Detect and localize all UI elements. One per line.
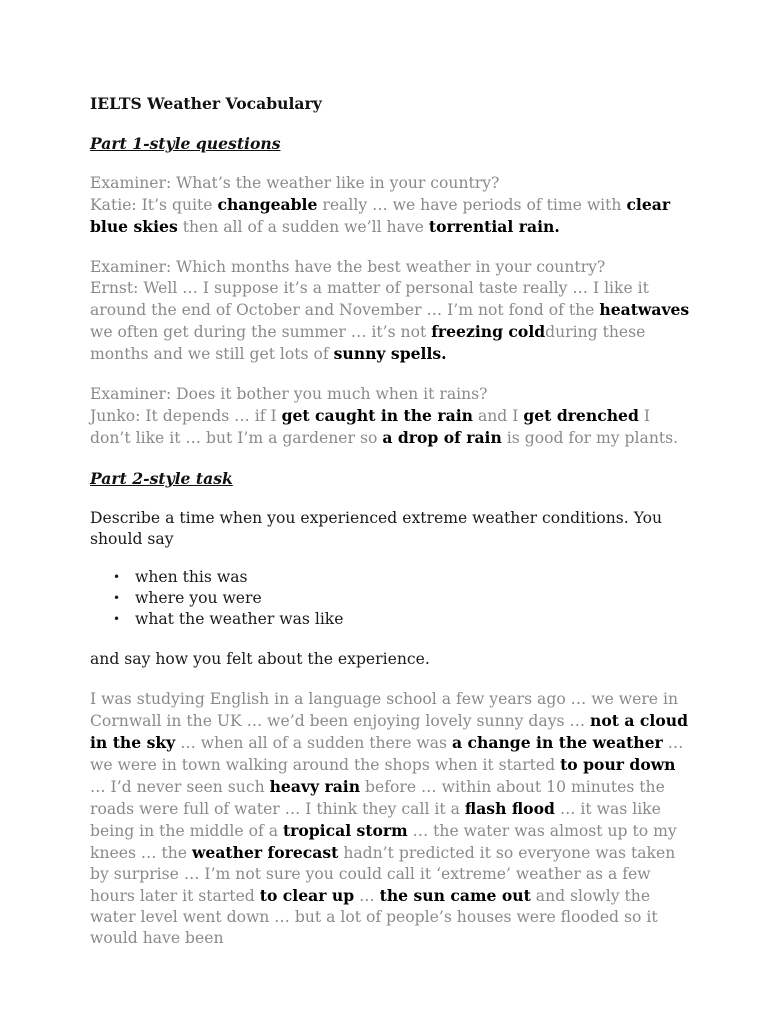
q3-text-3: I don’t like it … but I’m a gardener so bbox=[90, 407, 650, 447]
q1-vocab-2: clear blue skies bbox=[90, 195, 671, 236]
answer-text: … when all of a sudden there was bbox=[175, 734, 452, 752]
answer-vocab: the sun came out bbox=[379, 886, 531, 905]
part1-heading: Part 1-style questions bbox=[90, 134, 281, 153]
answer-text: I was studying English in a language school a few years ago … we were in Cornwall in the UK … we’d been enjoying lovely sunny days … bbox=[90, 690, 678, 730]
answer-text: … it was like being in the middle of a bbox=[90, 800, 661, 840]
answer-vocab: to clear up bbox=[259, 886, 355, 905]
q2-vocab-1: heatwaves bbox=[599, 300, 690, 319]
q1-vocab-3: torrential rain. bbox=[428, 217, 560, 236]
q1-answer bbox=[90, 194, 690, 238]
q3-vocab-1: get caught in the rain bbox=[281, 406, 473, 425]
q2-text-1: Ernst: Well … I suppose it’s a matter of personal taste really … I like it around the end of October and November … I’m not fond of the bbox=[90, 279, 649, 319]
q1-vocab-1: changeable bbox=[217, 195, 318, 214]
q3-answer bbox=[90, 405, 690, 449]
q3-vocab-3: a drop of rain bbox=[382, 428, 502, 447]
answer-vocab: weather forecast bbox=[191, 843, 339, 862]
q1-text-1: Katie: It’s quite bbox=[90, 196, 218, 214]
part2-heading: Part 2-style task bbox=[90, 469, 233, 488]
q3-vocab-2: get drenched bbox=[523, 406, 639, 425]
q2-vocab-3: sunny spells. bbox=[333, 344, 447, 363]
q2-text-2: we often get during the summer … it’s not bbox=[90, 323, 432, 341]
q2-text-3: during these months and we still get lots of bbox=[90, 323, 646, 363]
task-bullet-item: • what the weather was like bbox=[135, 609, 690, 630]
task-bullet-list bbox=[90, 567, 690, 630]
q2-examiner: Examiner: Which months have the best weather in your country? bbox=[90, 258, 606, 276]
answer-text: … I’d never seen such bbox=[90, 778, 270, 796]
answer-vocab: not a cloud in the sky bbox=[90, 711, 688, 752]
q2-vocab-2: freezing cold bbox=[431, 322, 546, 341]
q3-examiner: Examiner: Does it bother you much when it rains? bbox=[90, 385, 488, 403]
answer-text: and slowly the water level went down … but a lot of people’s houses were flooded so it would have been bbox=[90, 887, 658, 947]
answer-text: … the water was almost up to my knees … the bbox=[90, 822, 677, 862]
q3-text-4: is good for my plants. bbox=[501, 429, 679, 447]
task-bullet-item: • where you were bbox=[135, 588, 690, 609]
task-prompt: Describe a time when you experienced extreme weather conditions. You should say bbox=[90, 509, 663, 548]
model-answer bbox=[90, 689, 690, 949]
answer-vocab: tropical storm bbox=[282, 821, 408, 840]
task-closing: and say how you felt about the experience. bbox=[90, 650, 430, 668]
answer-text: … we were in town walking around the shops when it started bbox=[90, 734, 684, 774]
q1-text-2: really … we have periods of time with bbox=[317, 196, 627, 214]
task-bullet-item: • when this was bbox=[135, 567, 690, 588]
answer-vocab: to pour down bbox=[560, 755, 676, 774]
q3-text-2: and I bbox=[473, 407, 524, 425]
answer-text: before … within about 10 minutes the roads were full of water … I think they call it a bbox=[90, 778, 665, 818]
answer-vocab: flash flood bbox=[464, 799, 555, 818]
answer-vocab: a change in the weather bbox=[451, 733, 663, 752]
answer-vocab: heavy rain bbox=[269, 777, 361, 796]
document-page bbox=[90, 93, 690, 949]
q2-answer bbox=[90, 278, 690, 365]
q3-text-1: Junko: It depends … if I bbox=[90, 407, 282, 425]
answer-text: hadn’t predicted it so everyone was taken by surprise … I’m not sure you could call it ‘extreme’ weather as a few hours later it started bbox=[90, 844, 676, 905]
answer-text: … bbox=[354, 887, 380, 905]
q1-text-3: then all of a sudden we’ll have bbox=[177, 218, 429, 236]
q1-examiner: Examiner: What’s the weather like in your country? bbox=[90, 174, 500, 192]
document-title: IELTS Weather Vocabulary bbox=[90, 94, 322, 113]
